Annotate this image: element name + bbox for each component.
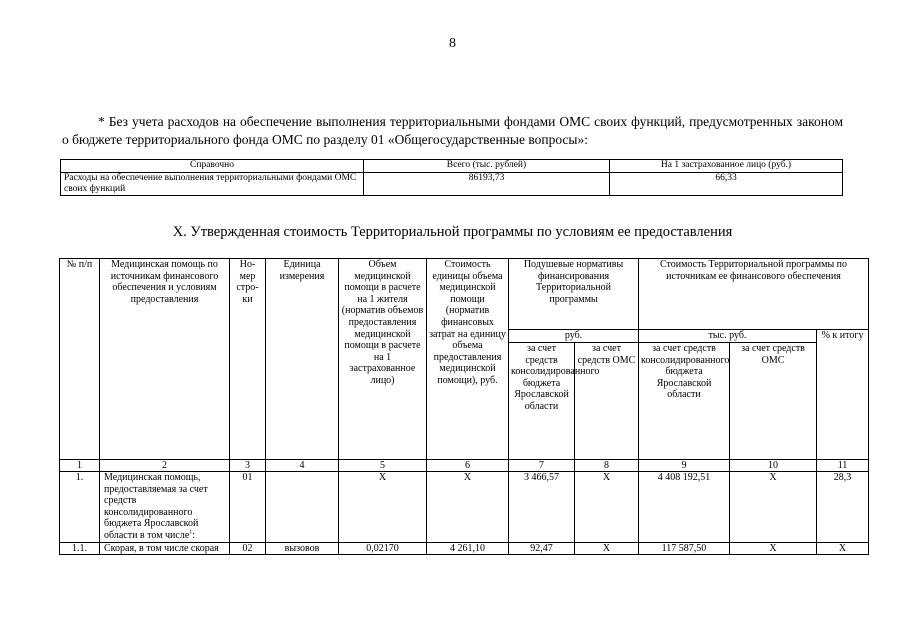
header-cost-oms: за счет средств ОМС: [730, 343, 817, 460]
header-per-capita-group: Подушевые нормативы финансирования Территориальной программы: [509, 259, 639, 330]
header-per-capita-unit: руб.: [509, 330, 639, 343]
column-number: 6: [427, 460, 509, 472]
table-header-row-1: [60, 259, 869, 330]
reference-table-row: [61, 173, 843, 196]
row-num: 1.1.: [60, 542, 100, 555]
row-per-capita-budget: 92,47: [509, 542, 575, 555]
header-cost-budget: за счет средств консолидированного бюджета Ярославской области: [639, 343, 730, 460]
row-cost-oms: X: [730, 542, 817, 555]
row-per-capita-oms: X: [575, 472, 639, 543]
row-cost-budget: 117 587,50: [639, 542, 730, 555]
header-per-capita-oms: за счет средств ОМС: [575, 343, 639, 460]
header-unit-cost: Стоимость единицы объема медицинской помощи (норматив финансовых затрат на единицу объема предоставления медицинской помощи), руб.: [427, 259, 509, 460]
row-name-suffix: :: [192, 529, 196, 541]
reference-row-total: 86193,73: [364, 173, 610, 196]
row-name: Скорая, в том числе скорая: [100, 542, 230, 555]
column-number: 5: [339, 460, 427, 472]
section-title: X. Утвержденная стоимость Территориальной программы по условиям ее предоставления: [172, 224, 733, 240]
program-cost-table: [59, 258, 869, 555]
row-percent: X: [817, 542, 869, 555]
column-number: 3: [230, 460, 266, 472]
column-number: 2: [100, 460, 230, 472]
column-number: 9: [639, 460, 730, 472]
column-number: 10: [730, 460, 817, 472]
reference-table-header-row: [61, 160, 843, 173]
reference-table: [60, 159, 843, 196]
row-line: 01: [230, 472, 266, 543]
header-volume: Объем медицинской помощи в расчете на 1 жителя (норматив объемов предоставления медицинской помощи в расчете на 1 застрахованное лицо): [339, 259, 427, 460]
column-number: 1: [60, 460, 100, 472]
row-unit-cost: 4 261,10: [427, 542, 509, 555]
page-number: 8: [449, 36, 456, 51]
row-name-cell: [100, 472, 230, 543]
table-row: [60, 542, 869, 555]
column-number: 7: [509, 460, 575, 472]
column-number: 4: [266, 460, 339, 472]
row-name: Медицинская помощь, предоставляемая за счет средств консолидированного бюджета Ярославской области в том числе: [104, 472, 208, 541]
reference-header-cell: Всего (тыс. рублей): [364, 160, 610, 173]
reference-row-label: Расходы на обеспечение выполнения территориальными фондами ОМС своих функций: [61, 173, 364, 196]
column-number: 8: [575, 460, 639, 472]
header-percent: % к итогу: [817, 330, 869, 460]
row-volume: 0,02170: [339, 542, 427, 555]
header-per-capita-budget: за счет средств консолидированного бюджета Ярославской области: [509, 343, 575, 460]
reference-header-cell: На 1 застрахованное лицо (руб.): [610, 160, 843, 173]
reference-row-per-person: 66,33: [610, 173, 843, 196]
header-program-cost-group: Стоимость Территориальной программы по источникам ее финансового обеспечения: [639, 259, 869, 330]
row-line: 02: [230, 542, 266, 555]
row-volume: X: [339, 472, 427, 543]
reference-header-cell: Справочно: [61, 160, 364, 173]
footnote-text: * Без учета расходов на обеспечение выполнения территориальными фондами ОМС своих функций, предусмотренных законом о бюджете территориального фонда ОМС по разделу 01 «Общегосударственные вопросы»:: [62, 114, 843, 147]
row-unit-cost: X: [427, 472, 509, 543]
header-program-cost-unit: тыс. руб.: [639, 330, 817, 343]
header-unit: Единица измерения: [266, 259, 339, 460]
header-line-number: Но-мер стро-ки: [230, 259, 266, 460]
row-unit: [266, 472, 339, 543]
row-per-capita-oms: X: [575, 542, 639, 555]
column-number-row: [60, 460, 869, 472]
row-name-footnote-mark: 1: [189, 529, 193, 536]
row-per-capita-budget: 3 466,57: [509, 472, 575, 543]
row-cost-oms: X: [730, 472, 817, 543]
table-row: [60, 472, 869, 543]
row-unit: вызовов: [266, 542, 339, 555]
column-number: 11: [817, 460, 869, 472]
header-care-type: Медицинская помощь по источникам финансового обеспечения и условиям предоставления: [100, 259, 230, 460]
row-cost-budget: 4 408 192,51: [639, 472, 730, 543]
header-num: № п/п: [60, 259, 100, 460]
row-percent: 28,3: [817, 472, 869, 543]
row-num: 1.: [60, 472, 100, 543]
